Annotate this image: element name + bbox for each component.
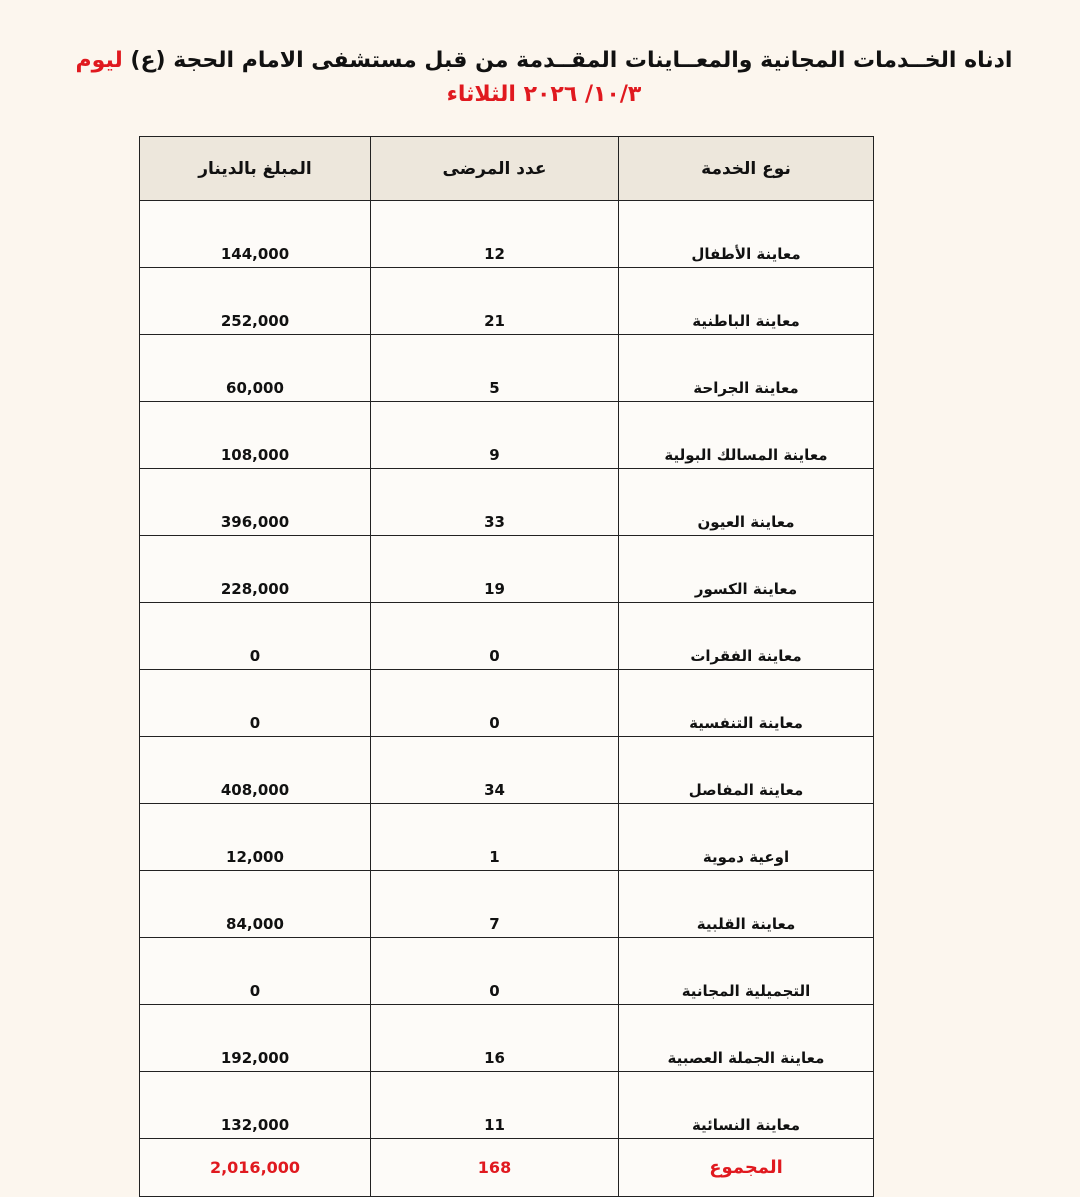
table-row xyxy=(140,268,874,335)
amount-cell: 252,000 xyxy=(140,268,371,335)
page-title xyxy=(0,44,1080,112)
col-header-amount: المبلغ بالدينار xyxy=(140,137,371,201)
table-row xyxy=(140,938,874,1005)
table-row xyxy=(140,469,874,536)
amount-cell: 60,000 xyxy=(140,335,371,402)
service-cell: التجميلية المجانية xyxy=(619,938,874,1005)
patients-cell: 0 xyxy=(371,670,619,737)
service-cell: معاينة التنفسية xyxy=(619,670,874,737)
amount-cell: 0 xyxy=(140,603,371,670)
total-amount: 2,016,000 xyxy=(140,1139,371,1197)
service-cell: معاينة الأطفال xyxy=(619,201,874,268)
service-cell: معاينة الجراحة xyxy=(619,335,874,402)
table-row xyxy=(140,1005,874,1072)
amount-cell: 0 xyxy=(140,938,371,1005)
amount-cell: 228,000 xyxy=(140,536,371,603)
table-row xyxy=(140,335,874,402)
total-patients: 168 xyxy=(371,1139,619,1197)
patients-cell: 11 xyxy=(371,1072,619,1139)
patients-cell: 34 xyxy=(371,737,619,804)
patients-cell: 1 xyxy=(371,804,619,871)
amount-cell: 192,000 xyxy=(140,1005,371,1072)
col-header-service: نوع الخدمة xyxy=(619,137,874,201)
service-cell: معاينة الفقرات xyxy=(619,603,874,670)
table-row xyxy=(140,737,874,804)
amount-cell: 108,000 xyxy=(140,402,371,469)
table-row xyxy=(140,603,874,670)
patients-cell: 16 xyxy=(371,1005,619,1072)
table-body xyxy=(140,201,874,1197)
amount-cell: 12,000 xyxy=(140,804,371,871)
patients-cell: 33 xyxy=(371,469,619,536)
service-cell: معاينة النسائية xyxy=(619,1072,874,1139)
title-day-label: ليوم xyxy=(75,48,123,73)
amount-cell: 408,000 xyxy=(140,737,371,804)
patients-cell: 12 xyxy=(371,201,619,268)
amount-cell: 132,000 xyxy=(140,1072,371,1139)
date-line: ١٠/٣/ ٢٠٢٦ الثلاثاء xyxy=(446,82,642,107)
amount-cell: 0 xyxy=(140,670,371,737)
total-label: المجموع xyxy=(619,1139,874,1197)
service-cell: معاينة الباطنية xyxy=(619,268,874,335)
table-row xyxy=(140,670,874,737)
amount-cell: 144,000 xyxy=(140,201,371,268)
col-header-patients: عدد المرضى xyxy=(371,137,619,201)
table-header-row xyxy=(140,137,874,201)
patients-cell: 0 xyxy=(371,603,619,670)
patients-cell: 19 xyxy=(371,536,619,603)
title-text: ادناه الخــدمات المجانية والمعــاينات المقــدمة من قبل مستشفى الامام الحجة (ع) xyxy=(130,48,1013,73)
amount-cell: 396,000 xyxy=(140,469,371,536)
amount-cell: 84,000 xyxy=(140,871,371,938)
patients-cell: 5 xyxy=(371,335,619,402)
table-row xyxy=(140,536,874,603)
table-row xyxy=(140,804,874,871)
services-table xyxy=(139,136,874,1197)
service-cell: معاينة العيون xyxy=(619,469,874,536)
service-cell: اوعية دموية xyxy=(619,804,874,871)
table-row xyxy=(140,871,874,938)
table-row xyxy=(140,201,874,268)
service-cell: معاينة المسالك البولية xyxy=(619,402,874,469)
table-row xyxy=(140,402,874,469)
patients-cell: 7 xyxy=(371,871,619,938)
patients-cell: 21 xyxy=(371,268,619,335)
service-cell: معاينة الجملة العصبية xyxy=(619,1005,874,1072)
patients-cell: 0 xyxy=(371,938,619,1005)
patients-cell: 9 xyxy=(371,402,619,469)
service-cell: معاينة المفاصل xyxy=(619,737,874,804)
service-cell: معاينة القلبية xyxy=(619,871,874,938)
table-row xyxy=(140,1072,874,1139)
service-cell: معاينة الكسور xyxy=(619,536,874,603)
